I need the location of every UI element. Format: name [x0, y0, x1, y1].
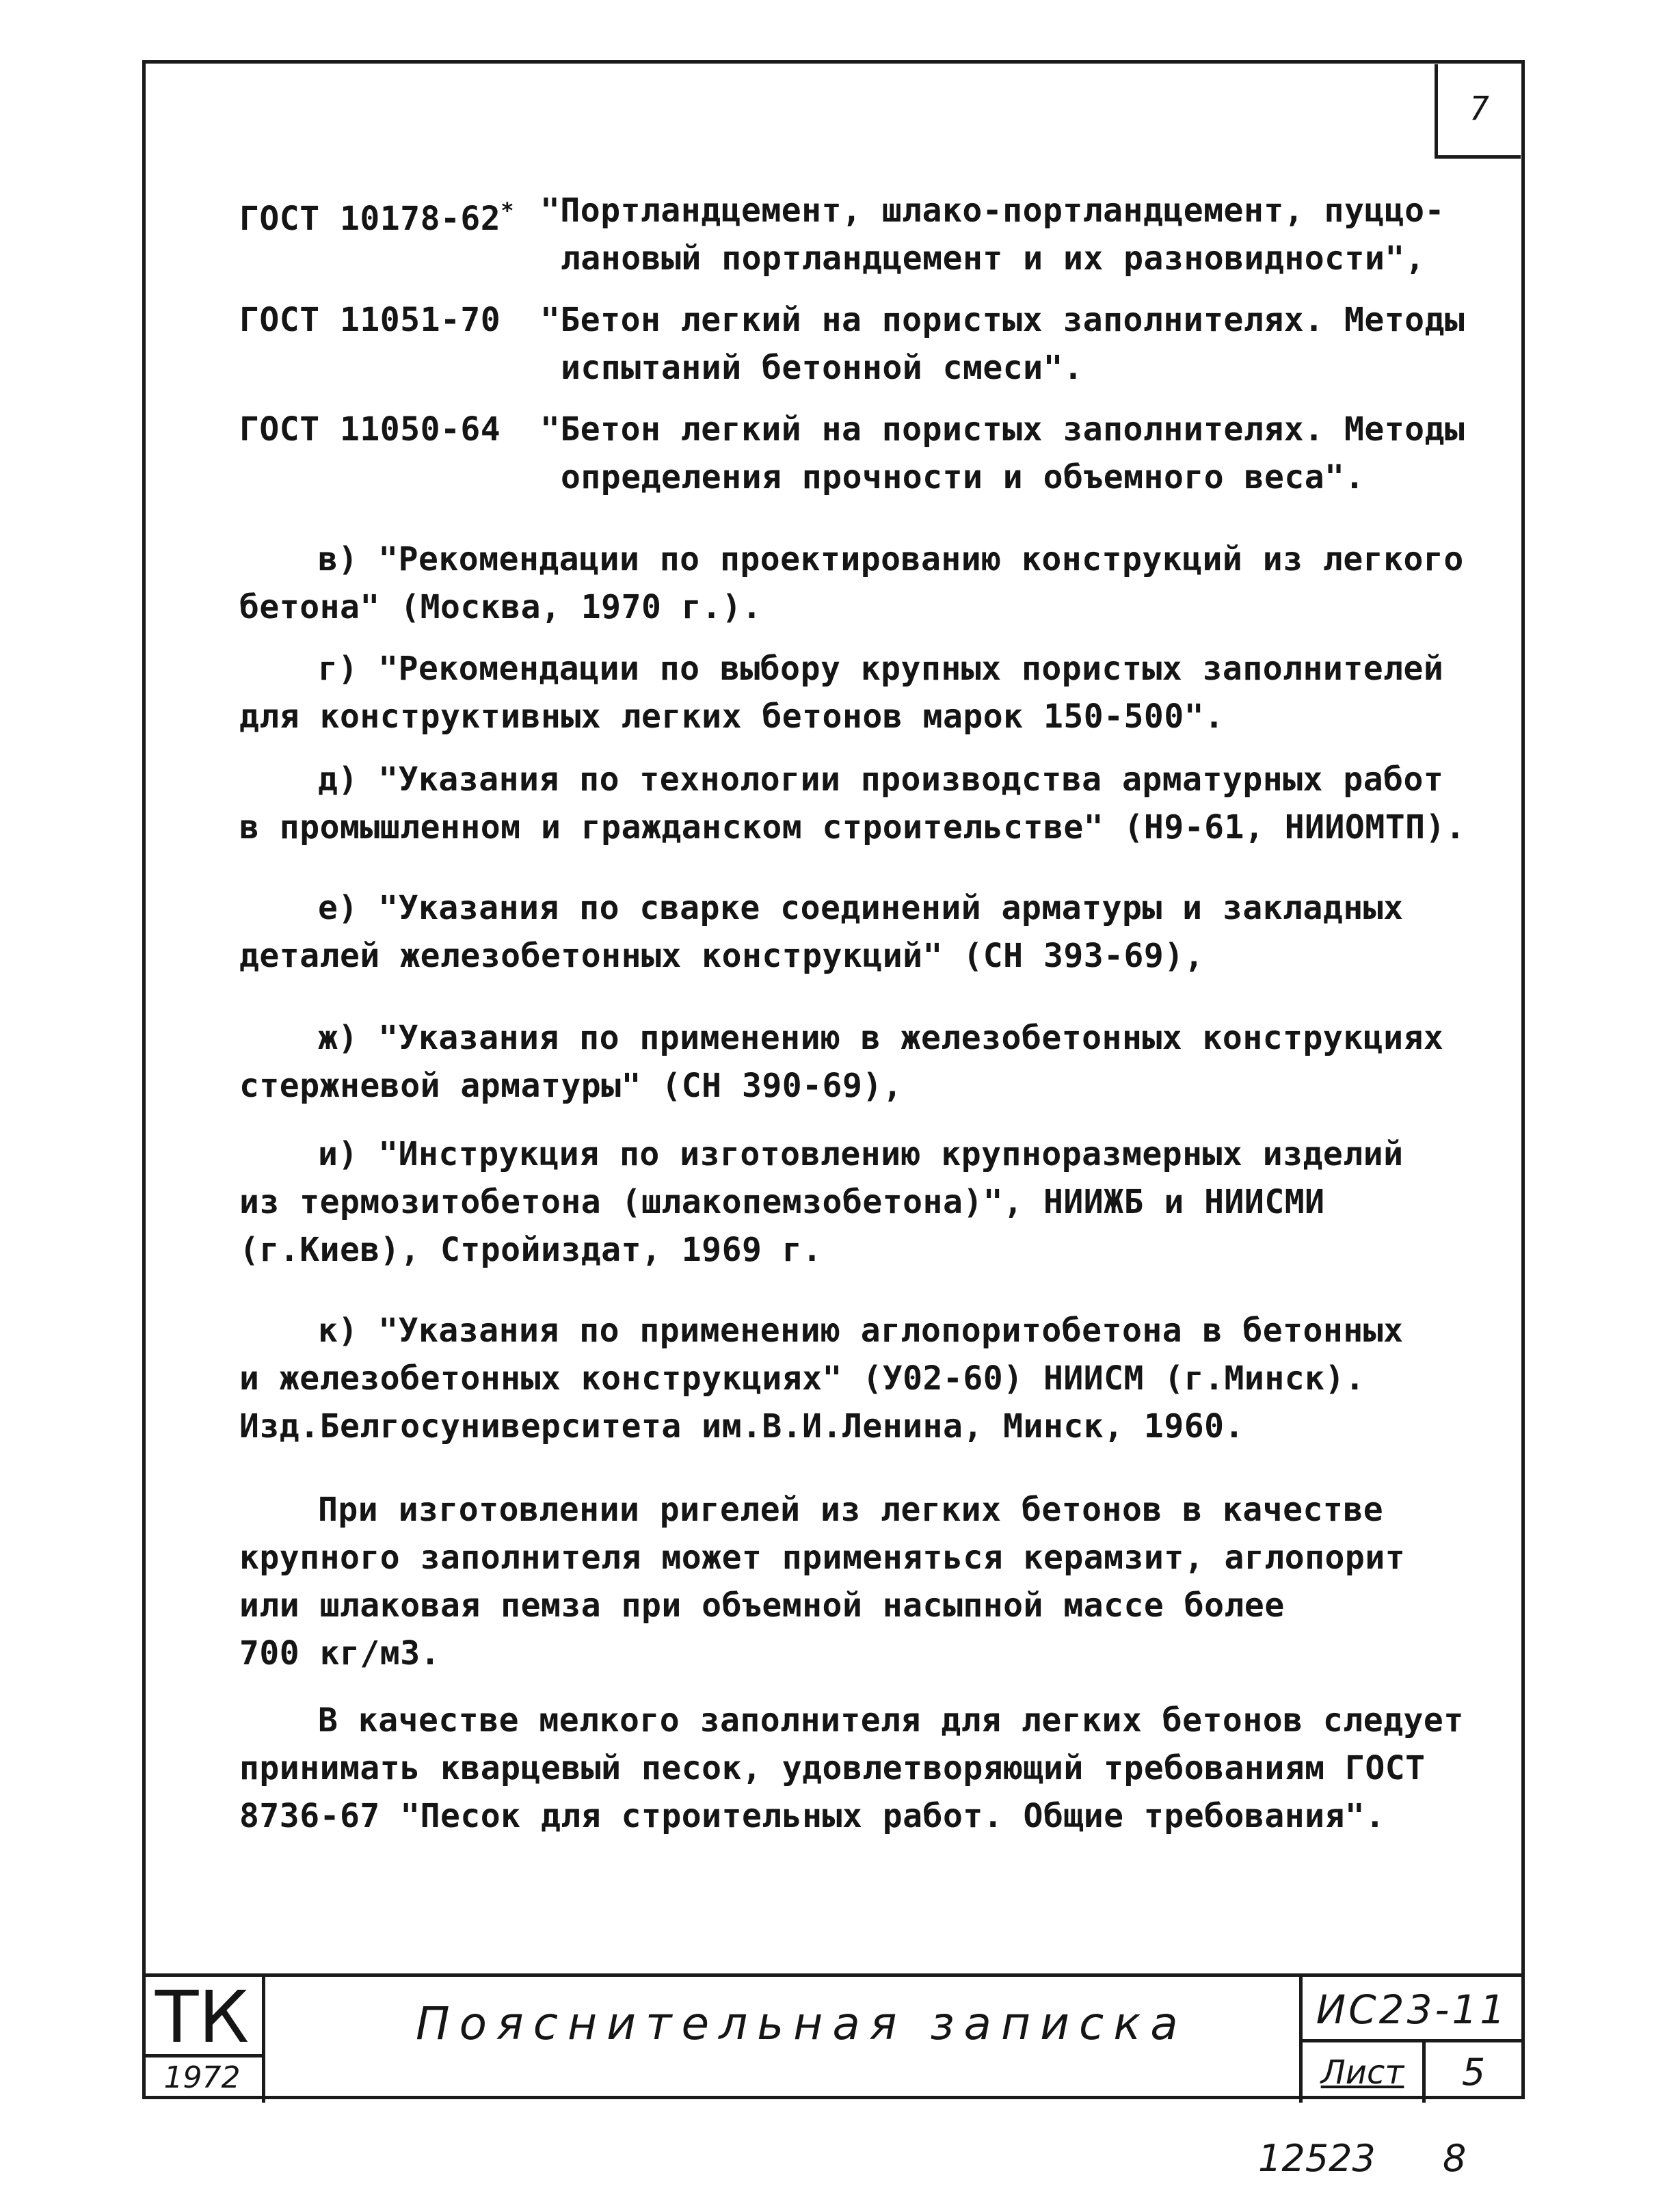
- item-v-line2: бетона" (Москва, 1970 г.).: [239, 588, 762, 626]
- item-g-line2: для конструктивных легких бетонов марок 150-500".: [239, 697, 1225, 736]
- item-i-line3: (г.Киев), Стройиздат, 1969 г.: [239, 1231, 823, 1269]
- item-v-line1: в) "Рекомендации по проектированию конструкций из легкого: [318, 540, 1464, 578]
- stamp-title: Пояснительная записка: [416, 1997, 1188, 2050]
- gost-title-3-line2: определения прочности и объемного веса".: [561, 458, 1365, 496]
- gost-code-2: ГОСТ 11051-70: [239, 301, 501, 339]
- item-i-line1: и) "Инструкция по изготовлению крупноразмерных изделий: [318, 1135, 1404, 1173]
- stamp-right-cell: [1299, 1977, 1521, 2103]
- footer-page: 8: [1443, 2137, 1467, 2180]
- gost-code-3: ГОСТ 11050-64: [239, 410, 501, 449]
- gost-title-2-line1: "Бетон легкий на пористых заполнителях. Методы: [540, 301, 1465, 339]
- stamp-sheet-label: Лист: [1303, 2042, 1426, 2103]
- gost-title-2-line2: испытаний бетонной смеси".: [561, 349, 1084, 387]
- stamp-left-cell: [142, 1977, 265, 2103]
- stamp-sheet-number: 5: [1461, 2051, 1486, 2094]
- para-1-line1: При изготовлении ригелей из легких бетонов в качестве: [318, 1491, 1384, 1529]
- item-zh-line1: ж) "Указания по применению в железобетонных конструкциях: [318, 1019, 1444, 1057]
- item-e-line2: деталей железобетонных конструкций" (СН 393-69),: [239, 937, 1205, 975]
- item-k-line3: Изд.Белгосуниверситета им.В.И.Ленина, Минск, 1960.: [239, 1407, 1244, 1446]
- item-zh-line2: стержневой арматуры" (СН 390-69),: [239, 1067, 903, 1105]
- stamp-year: 1972: [163, 2060, 241, 2095]
- gost-title-3-line1: "Бетон легкий на пористых заполнителях. Методы: [540, 410, 1465, 449]
- archive-number: 12523: [1258, 2137, 1376, 2180]
- title-block: [142, 1973, 1525, 2099]
- page-number: 7: [1435, 64, 1521, 159]
- gost-code-1: ГОСТ 10178-62*: [239, 198, 514, 238]
- item-d-line1: д) "Указания по технологии производства арматурных работ: [318, 760, 1444, 799]
- para-2-line2: принимать кварцевый песок, удовлетворяющий требованиям ГОСТ: [239, 1749, 1426, 1787]
- gost-title-1-line2: лановый портландцемент и их разновидности",: [561, 239, 1426, 278]
- item-k-line1: к) "Указания по применению аглопоритобетона в бетонных: [318, 1311, 1404, 1350]
- item-i-line2: из термозитобетона (шлакопемзобетона)", НИИЖБ и НИИСМИ: [239, 1183, 1325, 1221]
- stamp-code: ИС23-11: [1303, 1977, 1521, 2042]
- item-k-line2: и железобетонных конструкциях" (У02-60) НИИСМ (г.Минск).: [239, 1359, 1365, 1398]
- para-2-line3: 8736-67 "Песок для строительных работ. Общие требования".: [239, 1797, 1385, 1835]
- para-1-line4: 700 кг/м3.: [239, 1634, 440, 1673]
- para-2-line1: В качестве мелкого заполнителя для легких бетонов следует: [318, 1701, 1464, 1740]
- item-e-line1: е) "Указания по сварке соединений арматуры и закладных: [318, 889, 1404, 927]
- gost-title-1-line1: "Портландцемент, шлако-портландцемент, пуццо-: [540, 191, 1445, 230]
- para-1-line2: крупного заполнителя может применяться керамзит, аглопорит: [239, 1539, 1406, 1577]
- stamp-tk: ТК: [142, 1977, 262, 2058]
- para-1-line3: или шлаковая пемза при объемной насыпной массе более: [239, 1586, 1285, 1625]
- item-g-line1: г) "Рекомендации по выбору крупных пористых заполнителей: [318, 650, 1444, 688]
- item-d-line2: в промышленном и гражданском строительстве" (Н9-61, НИИОМТП).: [239, 808, 1466, 847]
